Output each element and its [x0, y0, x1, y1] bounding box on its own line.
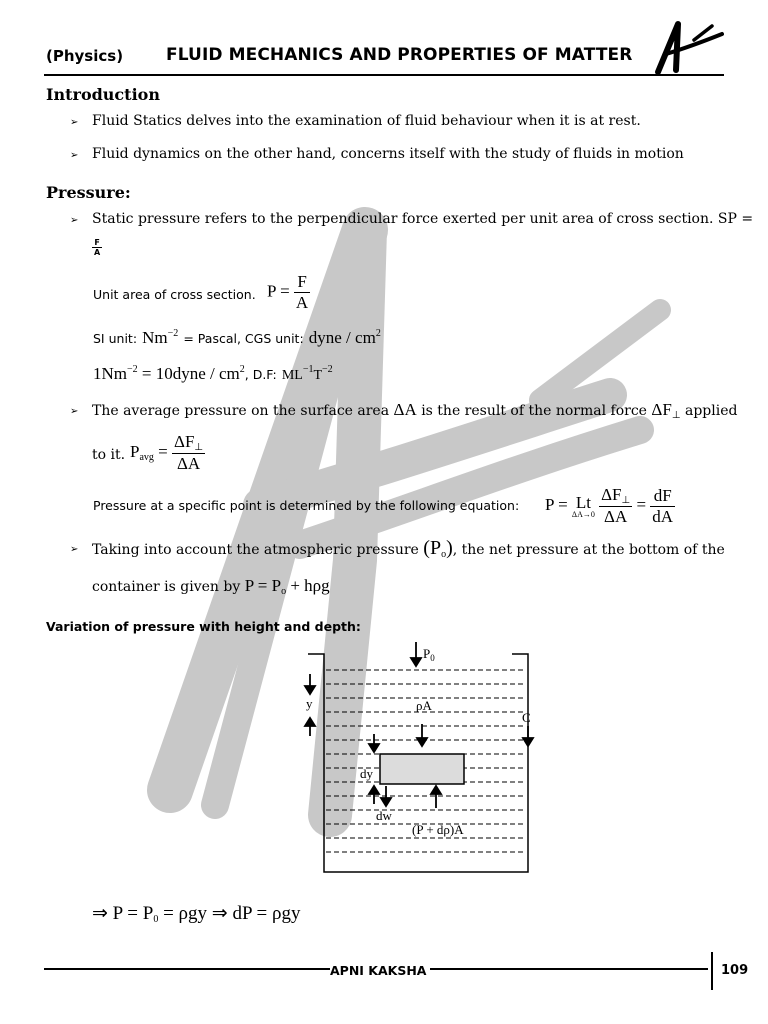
bullet-arrow-icon: ➢ — [70, 215, 79, 226]
container-line: container is given by $P = P_o + h\rho g$ — [92, 576, 330, 597]
intro-bullet-2: Fluid dynamics on the other hand, concerns itself with the study of fluids in motion — [92, 146, 684, 162]
sp-fraction: $\frac{F}{A}$ — [94, 238, 101, 257]
header-title: FLUID MECHANICS AND PROPERTIES OF MATTER — [166, 45, 633, 65]
pressure-bullet-2: The average pressure on the surface area ΔA is the result of the normal force $\Delta F_\perp$ applied — [92, 400, 738, 421]
point-pressure-eq: P = Lt ΔA→0 $\frac{\Delta F_\perp}{\Delta A}$ = $\frac{dF}{dA}$ — [545, 485, 674, 526]
bullet-arrow-icon: ➢ — [70, 406, 79, 417]
footer-brand: APNI KAKSHA — [330, 963, 427, 978]
footer-rule-right — [430, 968, 708, 970]
footer-rule-left — [44, 968, 330, 970]
bullet-arrow-icon: ➢ — [70, 150, 79, 161]
final-equation: ⇒ $P = P_0 = \rho gy$ ⇒ dP = ρgy — [92, 903, 301, 925]
intro-heading: Introduction — [46, 85, 160, 104]
c-label: C — [522, 710, 531, 725]
dw-label: dw — [376, 808, 392, 823]
header-subject: (Physics) — [46, 47, 124, 65]
pressure-heading: Pressure: — [46, 183, 131, 202]
pdp-label: (P + dρ)A — [412, 822, 464, 837]
fluid-element-block — [380, 754, 464, 784]
rho-a-label: ρA — [416, 698, 432, 713]
avg-pressure-eq: $P_{avg}$ = $\frac{\Delta F_\perp}{\Delta A}$ — [130, 432, 204, 473]
intro-bullet-1: Fluid Statics delves into the examination of fluid behaviour when it is at rest. — [92, 113, 641, 129]
brand-logo-icon — [652, 20, 724, 76]
footer-divider — [711, 952, 713, 990]
bullet-arrow-icon: ➢ — [70, 117, 79, 128]
header-rule — [44, 74, 724, 76]
fluid-column-diagram — [300, 638, 550, 878]
pressure-bullet-3: Taking into account the atmospheric pressure $(P_o)$, the net pressure at the bottom of the — [92, 537, 725, 560]
page-number: 109 — [721, 963, 749, 978]
dy-label: dy — [360, 766, 373, 781]
conversion-line: $1Nm^{-2}$ = 10dyne / $cm^2$, D.F: $ML^{-1}T^{-2}$ — [93, 364, 333, 383]
p0-label: $P_0$ — [423, 646, 435, 663]
bullet-arrow-icon: ➢ — [70, 544, 79, 555]
pressure-bullet-1: Static pressure refers to the perpendicular force exerted per unit area of cross section. SP = — [92, 211, 754, 227]
p-equals-f-over-a: P = $\frac{F}{A}$ — [267, 272, 309, 312]
variation-heading: Variation of pressure with height and depth: — [46, 619, 361, 634]
y-label: y — [306, 696, 313, 711]
unit-area-text: Unit area of cross section. — [93, 287, 256, 302]
units-line: SI unit: $Nm^{-2}$ = Pascal, CGS unit: dyne / $cm^2$ — [93, 328, 381, 347]
point-pressure-text: Pressure at a specific point is determined by the following equation: — [93, 498, 520, 513]
avg-to-it: to it. — [92, 447, 126, 463]
